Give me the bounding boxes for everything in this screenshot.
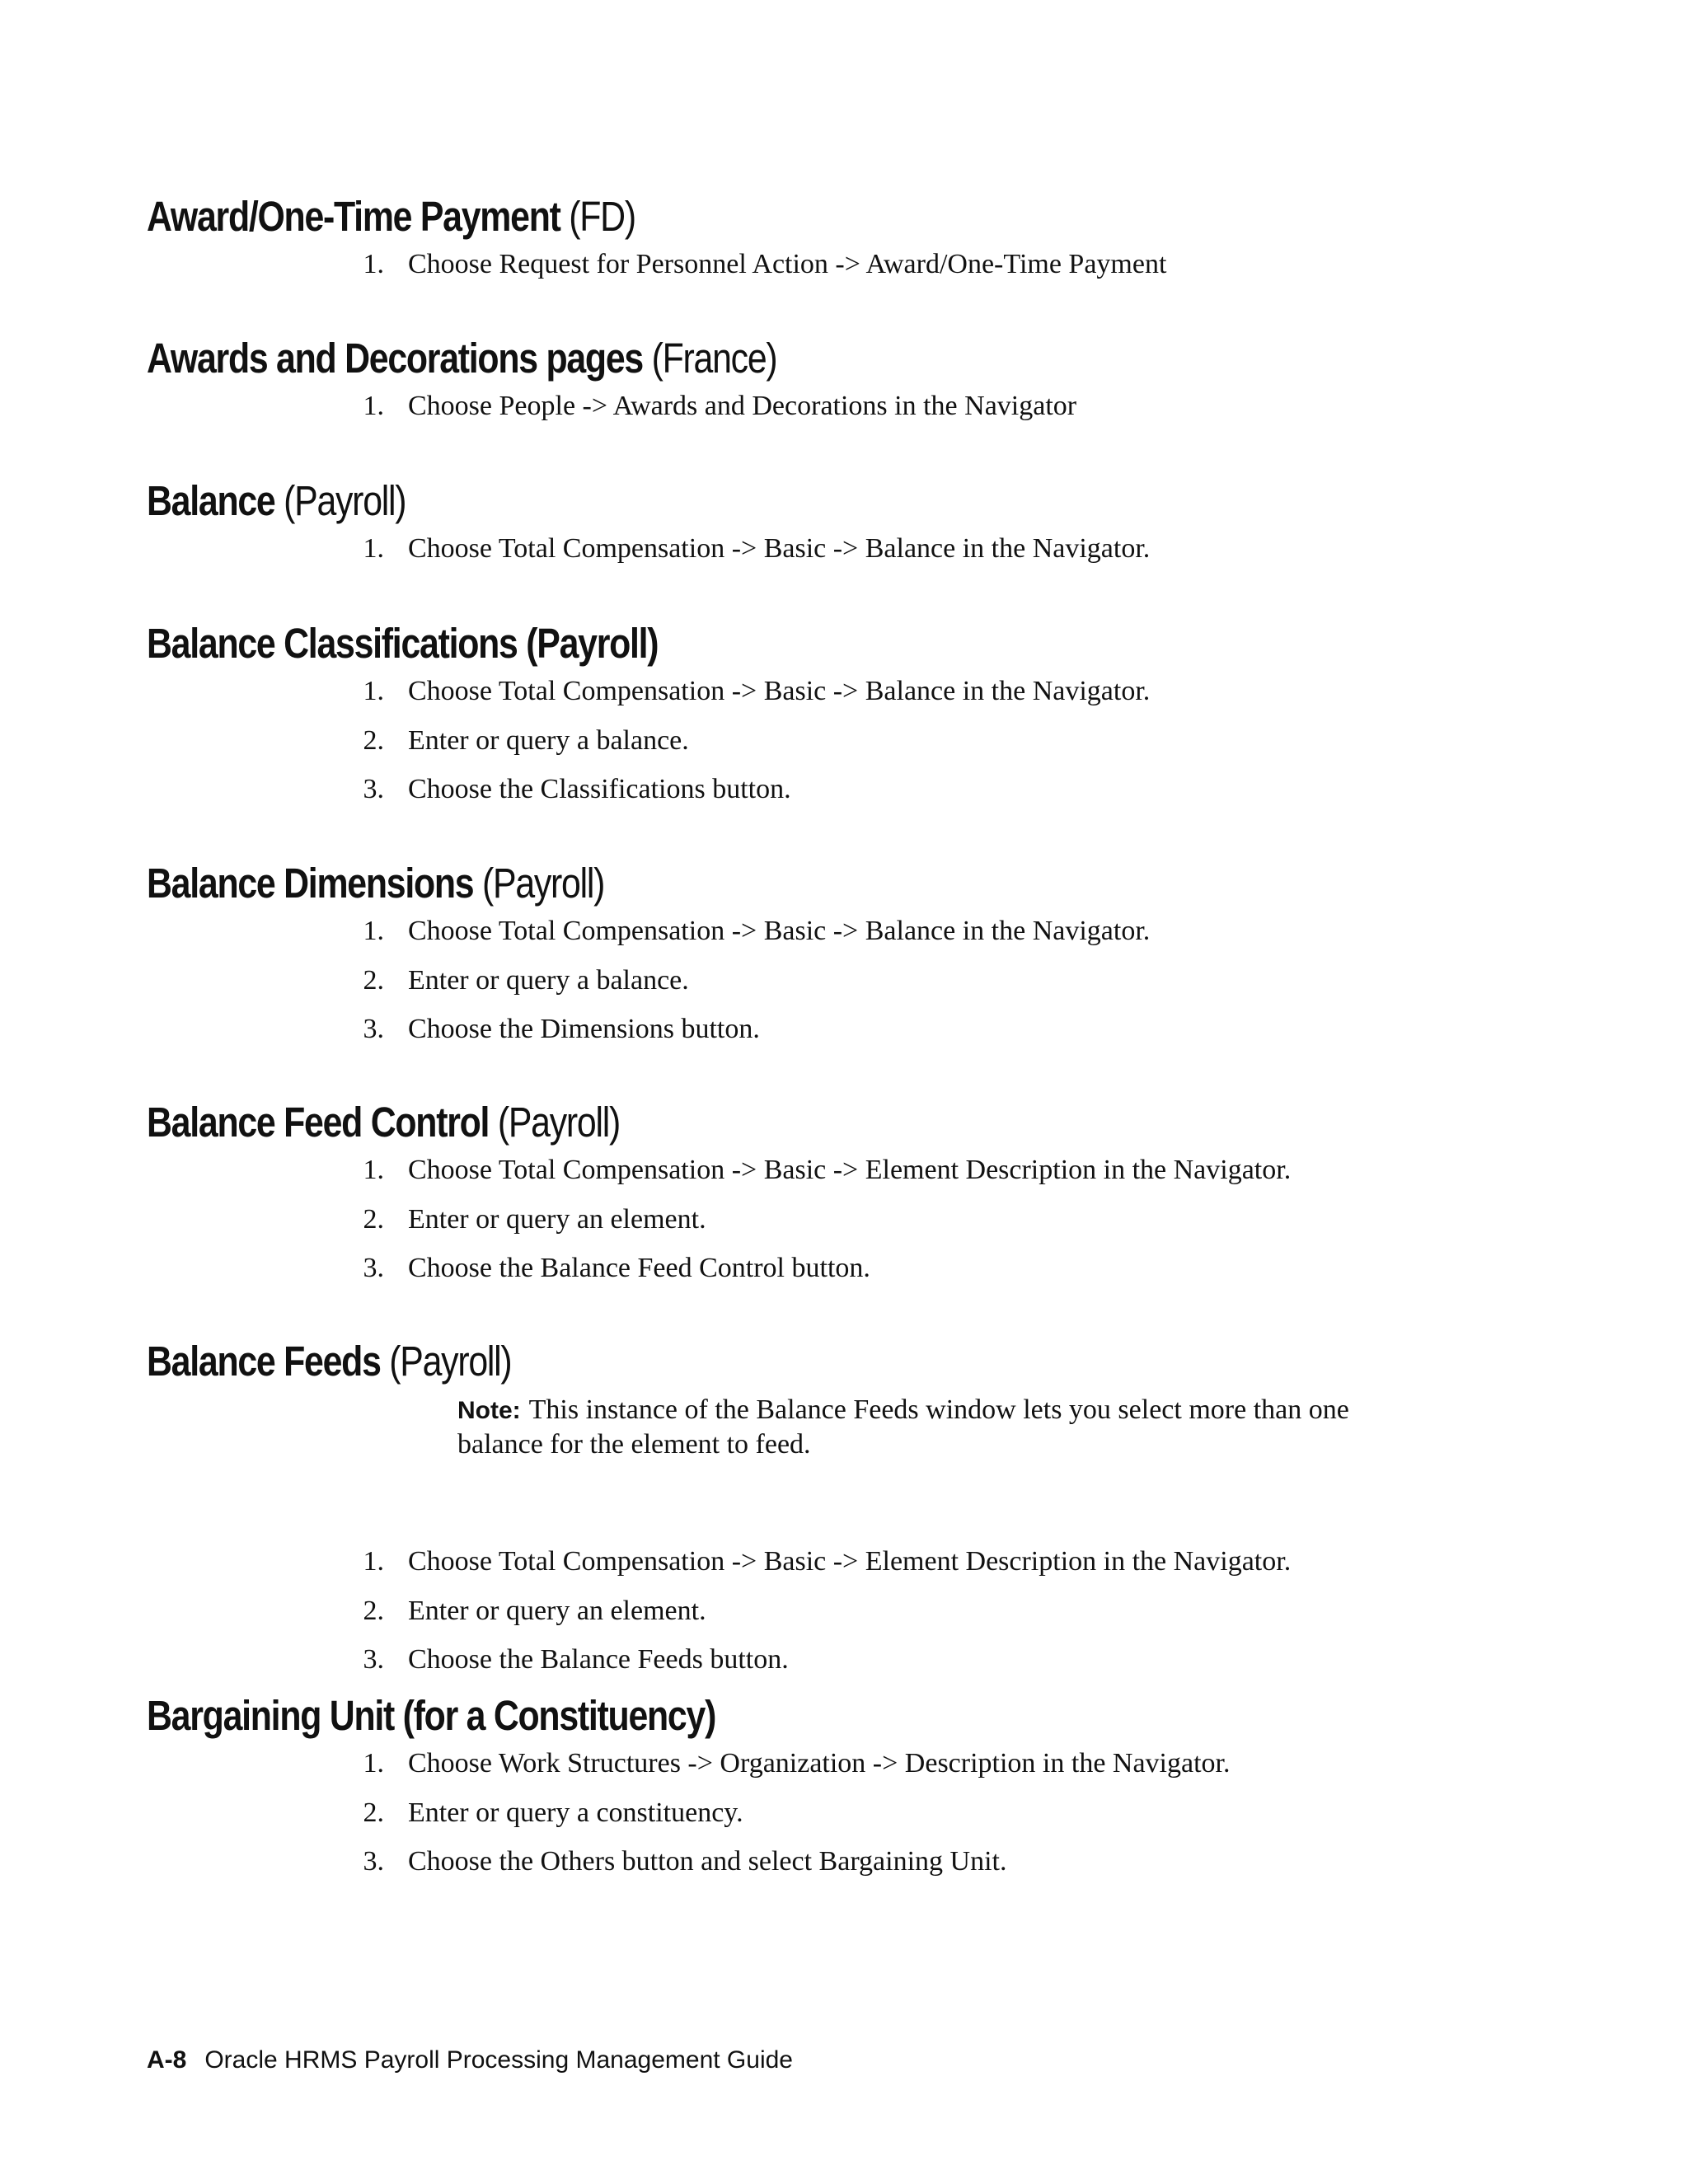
step-text: Enter or query a balance. xyxy=(408,964,689,996)
step-number: 3. xyxy=(363,774,384,804)
step-text: Choose Total Compensation -> Basic -> Element Description in the Navigator. xyxy=(408,1155,1292,1185)
section-title: Balance Feed Control xyxy=(147,1099,490,1146)
step-item xyxy=(0,528,1688,569)
step-number: 1. xyxy=(363,1546,384,1577)
step-item xyxy=(0,244,1688,285)
step-number: 3. xyxy=(363,1014,384,1044)
section-title: Award/One-Time Payment xyxy=(147,193,560,240)
step-item xyxy=(0,1591,1688,1632)
step-number: 2. xyxy=(363,1203,384,1235)
step-text: Choose the Balance Feed Control button. xyxy=(408,1253,870,1283)
note-box xyxy=(457,1393,1364,1461)
step-item xyxy=(0,1009,1688,1050)
step-text: Enter or query an element. xyxy=(408,1203,706,1235)
step-item xyxy=(0,1541,1688,1582)
section-heading xyxy=(147,1337,511,1386)
section-title: Balance Dimensions xyxy=(147,860,474,907)
section-heading xyxy=(147,476,406,526)
step-text: Choose Total Compensation -> Basic -> Balance in the Navigator. xyxy=(408,676,1151,706)
section-qualifier: (France) xyxy=(651,335,777,382)
step-number: 1. xyxy=(363,1748,384,1779)
step-text: Choose the Balance Feeds button. xyxy=(408,1644,789,1675)
step-number: 2. xyxy=(363,964,384,996)
note-label: Note: xyxy=(457,1397,521,1424)
step-item xyxy=(0,1743,1688,1784)
section-qualifier: (FD) xyxy=(569,193,635,240)
step-text: Choose Total Compensation -> Basic -> Balance in the Navigator. xyxy=(408,533,1151,564)
section-heading xyxy=(147,619,658,668)
step-number: 2. xyxy=(363,724,384,756)
step-number: 1. xyxy=(363,533,384,564)
step-text: Enter or query a constituency. xyxy=(408,1797,743,1828)
section-qualifier: (Payroll) xyxy=(284,477,406,524)
step-item xyxy=(0,1248,1688,1289)
step-text: Choose Work Structures -> Organization -> Description in the Navigator. xyxy=(408,1748,1231,1779)
step-text: Choose the Dimensions button. xyxy=(408,1014,760,1044)
section-heading xyxy=(147,334,776,383)
step-item xyxy=(0,1639,1688,1680)
step-item xyxy=(0,769,1688,810)
step-text: Choose Request for Personnel Action -> Award/One-Time Payment xyxy=(408,249,1167,279)
note-text: This instance of the Balance Feeds window lets you select more than one balance for the element to feed. xyxy=(457,1394,1349,1460)
step-number: 3. xyxy=(363,1846,384,1877)
step-text: Choose Total Compensation -> Basic -> Element Description in the Navigator. xyxy=(408,1546,1292,1577)
step-text: Enter or query an element. xyxy=(408,1595,706,1626)
step-item xyxy=(0,1150,1688,1191)
section-qualifier: (Payroll) xyxy=(497,1099,620,1146)
step-item xyxy=(0,386,1688,427)
step-item xyxy=(0,720,1688,762)
step-text: Choose the Classifications button. xyxy=(408,774,791,804)
step-item xyxy=(0,911,1688,952)
page-footer xyxy=(147,2044,793,2077)
guide-title: Oracle HRMS Payroll Processing Management Guide xyxy=(204,2046,793,2074)
step-number: 3. xyxy=(363,1644,384,1675)
section-heading xyxy=(147,1691,715,1741)
step-item xyxy=(0,1841,1688,1882)
section-title: Balance Feeds xyxy=(147,1338,381,1385)
step-number: 1. xyxy=(363,916,384,946)
section-qualifier: (Payroll) xyxy=(481,860,605,907)
section-title: Awards and Decorations pages xyxy=(147,335,643,382)
step-number: 1. xyxy=(363,1155,384,1185)
section-heading xyxy=(147,1098,620,1147)
step-number: 2. xyxy=(363,1797,384,1828)
step-text: Choose Total Compensation -> Basic -> Balance in the Navigator. xyxy=(408,916,1151,946)
section-title: Balance Classifications (Payroll) xyxy=(147,620,659,667)
section-title: Bargaining Unit (for a Constituency) xyxy=(147,1692,716,1739)
step-text: Choose People -> Awards and Decorations in the Navigator xyxy=(408,391,1077,421)
step-text: Choose the Others button and select Bargaining Unit. xyxy=(408,1846,1007,1877)
step-item xyxy=(0,671,1688,712)
step-item xyxy=(0,960,1688,1001)
step-number: 2. xyxy=(363,1595,384,1626)
page-number: A-8 xyxy=(147,2046,187,2074)
section-qualifier: (Payroll) xyxy=(389,1338,512,1385)
step-number: 1. xyxy=(363,249,384,279)
step-item xyxy=(0,1793,1688,1834)
step-number: 1. xyxy=(363,676,384,706)
section-title: Balance xyxy=(147,477,275,524)
section-heading xyxy=(147,859,604,908)
step-text: Enter or query a balance. xyxy=(408,724,689,756)
step-item xyxy=(0,1199,1688,1240)
section-heading xyxy=(147,192,635,241)
step-number: 1. xyxy=(363,391,384,421)
step-number: 3. xyxy=(363,1253,384,1283)
